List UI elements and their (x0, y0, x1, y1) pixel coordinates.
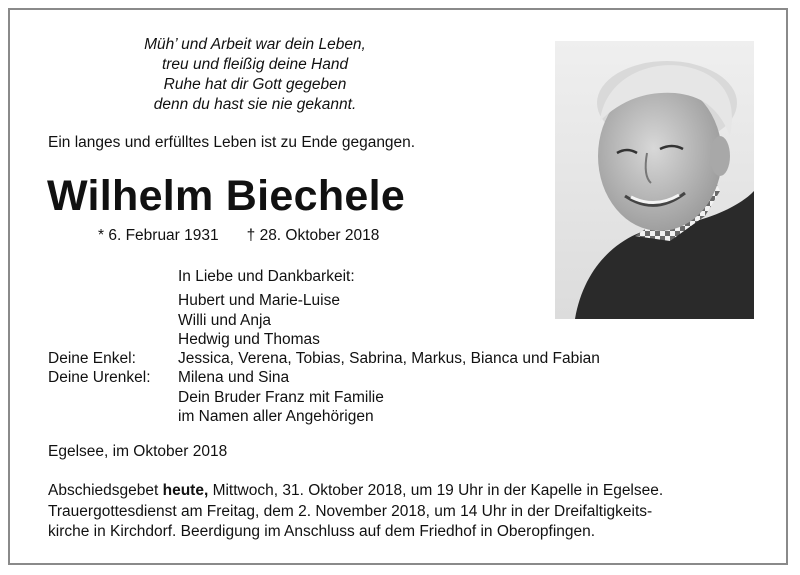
mourner-row (48, 368, 600, 387)
mourner-row (48, 349, 600, 368)
mourner-names: Dein Bruder Franz mit Familie (178, 388, 384, 406)
poem-line: Müh’ und Arbeit war dein Leben, (144, 36, 366, 53)
mourner-names: im Namen aller Angehörigen (178, 408, 374, 426)
place-and-date: Egelsee, im Oktober 2018 (48, 443, 228, 460)
mourner-label (48, 330, 178, 349)
mourners-heading: In Liebe und Dankbarkeit: (178, 268, 355, 285)
mourner-names: Jessica, Verena, Tobias, Sabrina, Markus, Bianca und Fabian (178, 350, 600, 368)
mourner-names: Willi und Anja (178, 311, 272, 329)
mourner-label (48, 291, 178, 310)
mourner-row (48, 311, 600, 330)
mourners-heading-row (48, 267, 600, 286)
mourner-label (48, 388, 178, 407)
notice-line: kirche in Kirchdorf. Beerdigung im Anschluss auf dem Friedhof in Oberopfingen. (48, 523, 596, 540)
mourner-row (48, 291, 600, 310)
poem-line: denn du hast sie nie gekannt. (153, 96, 357, 113)
death-date: † 28. Oktober 2018 (246, 227, 380, 244)
mourner-row (48, 330, 600, 349)
life-dates (98, 227, 379, 245)
mourner-row (48, 388, 600, 407)
mourner-names: Hubert und Marie-Luise (178, 292, 340, 310)
deceased-name: Wilhelm Biechele (47, 172, 406, 220)
mourner-names: Milena und Sina (178, 369, 290, 387)
mourner-label (48, 407, 178, 426)
mourner-label: Deine Urenkel: (48, 369, 151, 387)
poem-line: Ruhe hat dir Gott gegeben (163, 76, 347, 93)
poem-line: treu und fleißig deine Hand (161, 56, 349, 73)
birth-date: * 6. Februar 1931 (98, 227, 219, 244)
portrait-image (555, 41, 754, 319)
mourners-list (48, 267, 600, 426)
mourner-label (48, 311, 178, 330)
notice-line: Abschiedsgebet heute, Mittwoch, 31. Oktober 2018, um 19 Uhr in der Kapelle in Egelsee. (48, 482, 664, 499)
notice-emphasis: heute, (162, 482, 209, 499)
intro-text: Ein langes und erfülltes Leben ist zu Ende gegangen. (48, 134, 416, 151)
poem (100, 35, 410, 115)
portrait-photo (555, 41, 754, 319)
mourner-label: Deine Enkel: (48, 350, 136, 368)
notice-line: Trauergottesdienst am Freitag, dem 2. November 2018, um 14 Uhr in der Dreifaltigkeits- (48, 502, 653, 520)
service-notice (48, 481, 758, 543)
mourner-names: Hedwig und Thomas (178, 330, 320, 348)
mourner-row (48, 407, 600, 426)
